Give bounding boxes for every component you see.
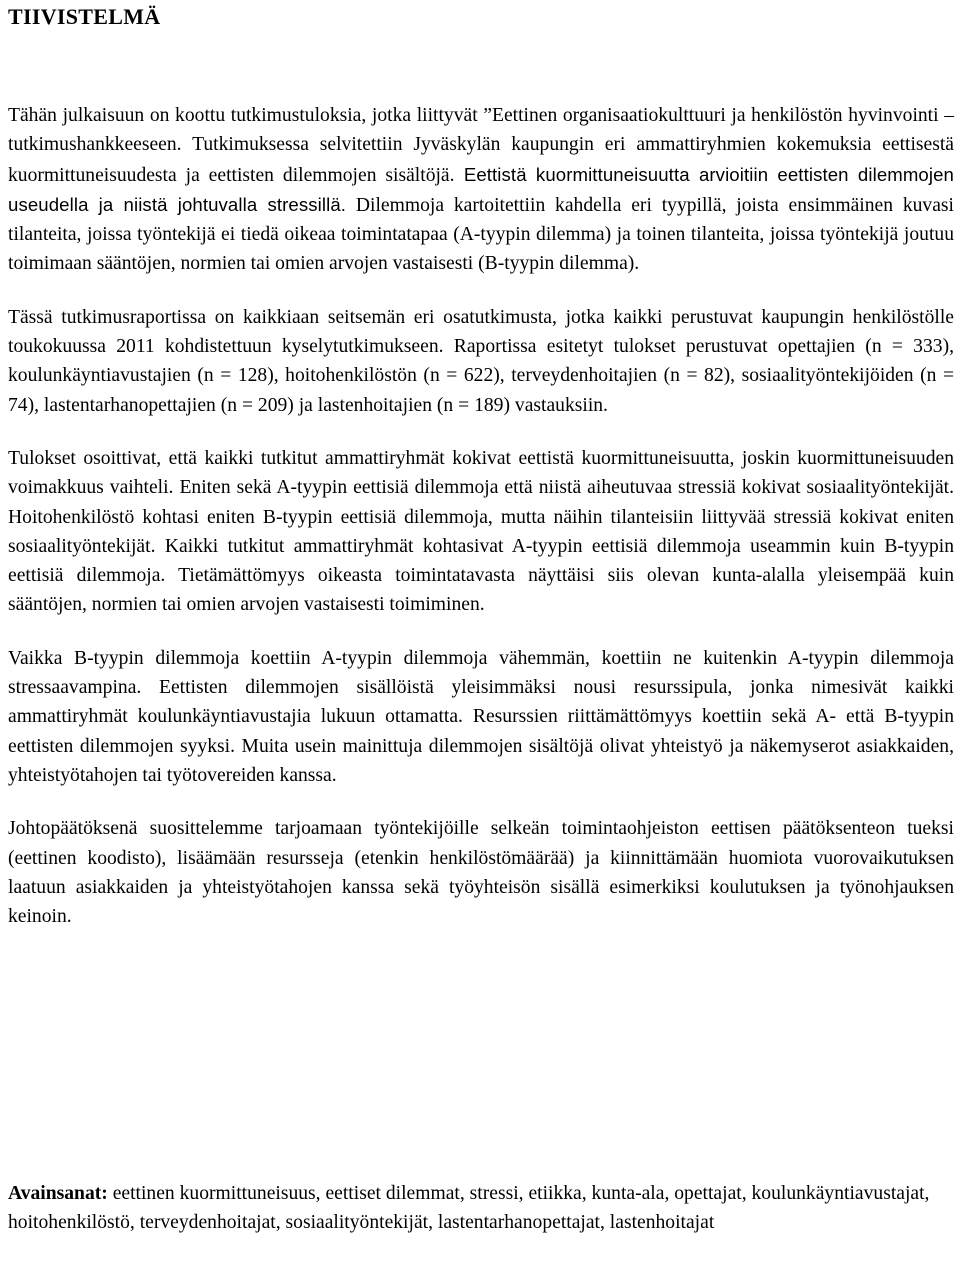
paragraph-1-part-a: Tähän julkaisuun on koottu tutkimustuloksia, jotka liittyvät ”Eettinen organisaatiokulttuuri ja henkilöstön hyvinvointi – tutkimushankkeeseen. Tutkimuksessa selvitettiin Jyväskylän kaupungin eri ammattiryhmien kokemuksia eettisestä kuormittuneisuudesta ja eettisten dilemmojen sisältöjä. [8,105,954,186]
keywords-text: eettinen kuormittuneisuus, eettiset dilemmat, stressi, etiikka, kunta-ala, opettajat, koulunkäyntiavustajat, hoitohenkilöstö, terveydenhoitajat, sosiaalityöntekijät, lastentarhanopettajat, lastenhoitajat [8,1183,930,1233]
paragraph-4: Vaikka B-tyypin dilemmoja koettiin A-tyypin dilemmoja vähemmän, koettiin ne kuitenkin A-tyypin dilemmoja stressaavampina. Eettisten dilemmojen sisällöistä yleisimmäksi nousi resurssipula, jonka nimesivät kaikki ammattiryhmät koulunkäyntiavustajia lukuun ottamatta. Resurssien riittämättömyys koettiin sekä A- että B-tyypin eettisten dilemmojen syyksi. Muita usein mainittuja dilemmojen sisältöjä olivat yhteistyö ja näkemyserot asiakkaiden, yhteistyötahojen tai työtovereiden kanssa. [8,647,954,786]
keywords-label: Avainsanat: [8,1183,108,1204]
paragraph-2: Tässä tutkimusraportissa on kaikkiaan seitsemän eri osatutkimusta, jotka kaikki perustuvat kaupungin henkilöstölle toukokuussa 2011 kohdistettuun kyselytutkimukseen. Raportissa esitetyt tulokset perustuvat opettajien (n = 333), koulunkäyntiavustajien (n = 128), hoitohenkilöstön (n = 622), terveydenhoitajien (n = 82), sosiaalityöntekijöiden (n = 74), lastentarhanopettajien (n = 209) ja lastenhoitajien (n = 189) vastauksiin. [8,306,954,416]
paragraph-5: Johtopäätöksenä suosittelemme tarjoamaan työntekijöille selkeän toimintaohjeiston eettisen päätöksenteon tueksi (eettinen koodisto), lisäämään resursseja (etenkin henkilöstömäärää) ja kiinnittämään huomiota vuorovaikutuksen laatuun asiakkaiden ja yhteistyötahojen kanssa sekä työyhteisön sisällä esimerkiksi koulutuksen ja työnohjauksen keinoin. [8,818,954,928]
document-page [8,0,954,1233]
abstract-body [8,101,954,955]
page-title: TIIVISTELMÄ [8,4,161,29]
paragraph-1-part-c: Dilemmoja kartoitettiin kahdella eri tyypillä, joista ensimmäinen kuvasi tilanteita, joissa työntekijä ei tiedä oikeaa toimintatapaa (A-tyypin dilemma) ja toinen tilanteita, joissa työntekijä joutuu toimimaan sääntöjen, normien tai omien arvojen vastaisesti (B-tyypin dilemma). [8,194,954,275]
paragraph-3: Tulokset osoittivat, että kaikki tutkitut ammattiryhmät kokivat eettistä kuormittuneisuutta, joskin kuormittuneisuuden voimakkuus vaihteli. Eniten sekä A-tyypin eettisiä dilemmoja että niistä aiheutuvaa stressiä kokivat sosiaalityöntekijät. Hoitohenkilöstö kohtasi eniten B-tyypin eettisiä dilemmoja, mutta näihin tilanteisiin liittyvää stressiä kokivat eniten sosiaalityöntekijät. Kaikki tutkitut ammattiryhmät kohtasivat A-tyypin eettisiä dilemmoja useammin kuin B-tyypin eettisiä dilemmoja. Tietämättömyys oikeasta toimintatavasta näyttäisi siis olevan kunta-alalla yleisempää kuin sääntöjen, normien tai omien arvojen vastaisesti toimiminen. [8,447,954,616]
paragraph-1-part-b: Eettistä kuormittuneisuutta arvioitiin eettisten dilemmojen useudella ja niistä johtuvalla stressillä. [8,163,954,215]
keywords [8,1180,954,1237]
paragraph-1 [8,101,954,279]
